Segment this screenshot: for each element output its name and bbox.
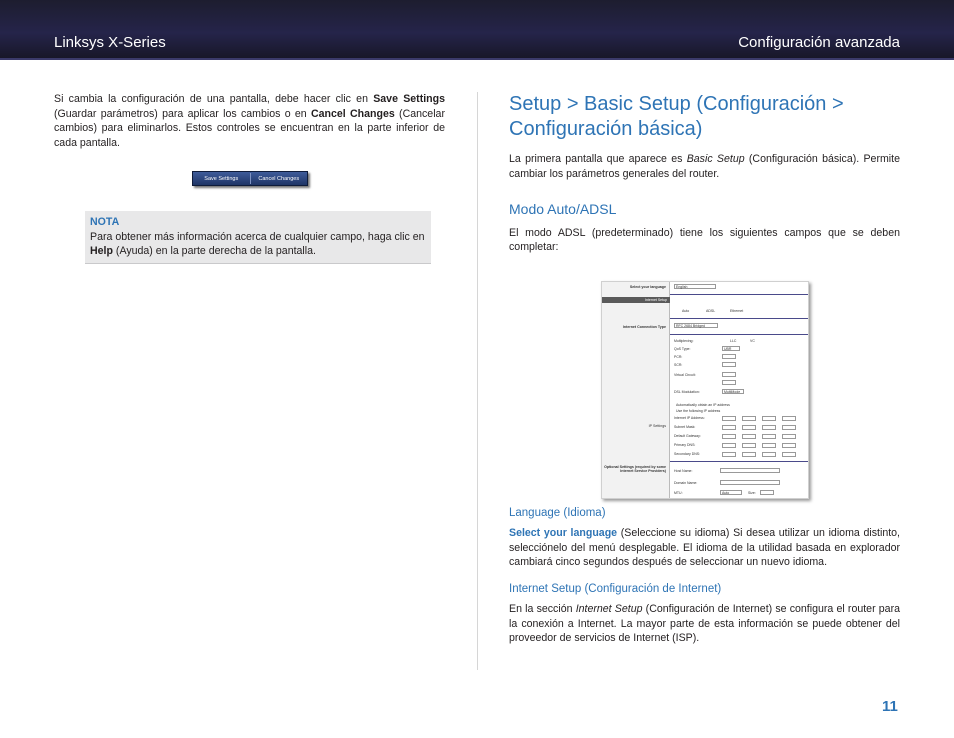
intro-paragraph	[54, 92, 445, 150]
gateway-octet-4	[782, 434, 796, 439]
vc-option: VC	[750, 339, 755, 343]
scr-field	[722, 362, 736, 367]
ip-octet-4	[782, 416, 796, 421]
multiplexing-label: Multiplexing:	[674, 339, 694, 343]
language-text: (Seleccione su idioma) Si desea utilizar un idioma distinto, selecciónelo del menú desplegable. El idioma de la utilidad basada en explorador cambiará cinco segundos después de seleccionar un nuevo idioma.	[509, 527, 900, 568]
dns1-octet-2	[742, 443, 756, 448]
p4-text-a: En la sección	[509, 603, 576, 615]
pcr-field	[722, 354, 736, 359]
product-name: Linksys X-Series	[54, 34, 166, 51]
note-box	[85, 211, 431, 264]
gateway-octet-3	[762, 434, 776, 439]
screenshot-rule-3	[670, 334, 808, 335]
modo-heading: Modo Auto/ADSL	[509, 201, 617, 217]
default-gateway-label: Default Gateway:	[674, 434, 701, 438]
mtu-value: Auto	[722, 490, 730, 495]
dns1-octet-1	[722, 443, 736, 448]
scr-label: SCR:	[674, 363, 683, 367]
note-title: NOTA	[90, 216, 120, 228]
virtual-circuit-label: Virtual Circuit:	[674, 373, 696, 377]
dns2-octet-1	[722, 452, 736, 457]
dns2-octet-3	[762, 452, 776, 457]
p1-text-b: (Configuración básica). Permite cambiar los parámetros generales del router.	[509, 153, 900, 180]
language-value: English	[676, 284, 688, 289]
ip-octet-2	[742, 416, 756, 421]
optional-settings-label: Optional Settings (required by some Internet Service Providers)	[604, 465, 666, 473]
gateway-octet-1	[722, 434, 736, 439]
p1-text-a: La primera pantalla que aparece es	[509, 153, 687, 165]
internet-setup-band: Internet Setup	[602, 297, 670, 303]
internet-setup-paragraph	[509, 602, 900, 646]
note-text-1: Para obtener más información acerca de cualquier campo, haga clic en	[90, 230, 425, 243]
section-name: Configuración avanzada	[738, 34, 900, 51]
cancel-changes-term: Cancel Changes	[310, 107, 395, 120]
subnet-mask-label: Subnet Mask:	[674, 425, 696, 429]
language-paragraph	[509, 526, 900, 570]
internet-ip-label: Internet IP Address:	[674, 416, 705, 420]
auto-ip-option: Automatically obtain an IP address	[676, 403, 730, 407]
save-settings-term: Save Settings	[373, 93, 445, 105]
qos-value: UBR	[724, 346, 732, 351]
page-header	[0, 0, 954, 60]
language-heading: Language (Idioma)	[509, 506, 606, 519]
modo-paragraph: El modo ADSL (predeterminado) tiene los siguientes campos que se deben completar:	[509, 226, 900, 253]
save-settings-button: Save Settings	[204, 175, 239, 182]
page-number: 11	[882, 698, 898, 715]
domain-name-field	[720, 480, 780, 485]
dns1-octet-3	[762, 443, 776, 448]
connection-type-label: Internet Connection Type	[622, 325, 666, 329]
host-name-field	[720, 468, 780, 473]
size-field	[760, 490, 774, 495]
buttons-illustration	[192, 171, 308, 186]
pcr-label: PCR:	[674, 355, 683, 359]
dns2-octet-2	[742, 452, 756, 457]
mode-ethernet: Ethernet	[730, 309, 744, 313]
fixed-ip-option: Use the following IP address	[676, 409, 721, 413]
dns2-octet-4	[782, 452, 796, 457]
mtu-label: MTU:	[674, 491, 683, 495]
dns1-octet-4	[782, 443, 796, 448]
p4-text-b: (Configuración de Internet) se configura el router para la conexión a Internet. La mayor parte de esta información se puede obtener del proveedor de servicios de Internet (ISP).	[509, 603, 900, 644]
mask-octet-3	[762, 425, 776, 430]
internet-setup-heading: Internet Setup (Configuración de Internet)	[509, 582, 722, 595]
select-language-label: Select your language	[629, 285, 666, 289]
mask-octet-2	[742, 425, 756, 430]
mask-octet-1	[722, 425, 736, 430]
basic-setup-screenshot	[601, 281, 809, 499]
ip-octet-1	[722, 416, 736, 421]
mode-adsl: ADSL	[706, 309, 716, 313]
ip-octet-3	[762, 416, 776, 421]
gateway-octet-2	[742, 434, 756, 439]
intro-text-3: (Cancelar cambios) para eliminarlos. Estos controles se encuentran en la parte inferior de cada pantalla.	[54, 107, 445, 149]
section-title: Setup > Basic Setup (Configuración > Configuración básica)	[509, 93, 844, 140]
note-text-2: (Ayuda) en la parte derecha de la pantalla.	[112, 245, 316, 257]
dsl-modulation-label: DSL Modulation:	[674, 390, 700, 394]
column-divider	[477, 92, 478, 670]
size-label: Size:	[748, 491, 756, 495]
mode-auto: Auto	[682, 309, 690, 313]
intro-text-1: Si cambia la configuración de una pantalla, debe hacer clic en	[54, 93, 374, 105]
internet-setup-term: Internet Setup	[575, 603, 643, 615]
note-text	[90, 230, 426, 259]
screenshot-rule-4	[670, 461, 808, 462]
left-column	[54, 92, 445, 150]
domain-name-label: Domain Name:	[674, 481, 698, 485]
cancel-changes-button: Cancel Changes	[258, 175, 300, 182]
vpi-field	[722, 372, 736, 377]
help-term: Help	[90, 245, 113, 257]
screenshot-rule-2	[670, 318, 808, 319]
mask-octet-4	[782, 425, 796, 430]
qos-type-label: QoS Type:	[674, 347, 691, 351]
screenshot-rule-1	[670, 294, 808, 295]
host-name-label: Host Name:	[674, 469, 693, 473]
intro-text-2: (Guardar parámetros) para aplicar los cambios o en	[54, 107, 311, 120]
modulation-value: MultiMode	[724, 389, 741, 394]
ip-settings-label: IP Settings	[648, 424, 666, 428]
secondary-dns-label: Secondary DNS:	[674, 452, 701, 456]
basic-setup-paragraph	[509, 152, 900, 181]
select-language-term: Select your language	[509, 527, 618, 539]
primary-dns-label: Primary DNS:	[674, 443, 696, 447]
llc-option: LLC	[730, 339, 737, 343]
vci-field	[722, 380, 736, 385]
header-rule	[0, 58, 954, 60]
basic-setup-term: Basic Setup	[686, 153, 745, 165]
connection-type-value: RFC 2684 Bridged	[676, 323, 705, 328]
